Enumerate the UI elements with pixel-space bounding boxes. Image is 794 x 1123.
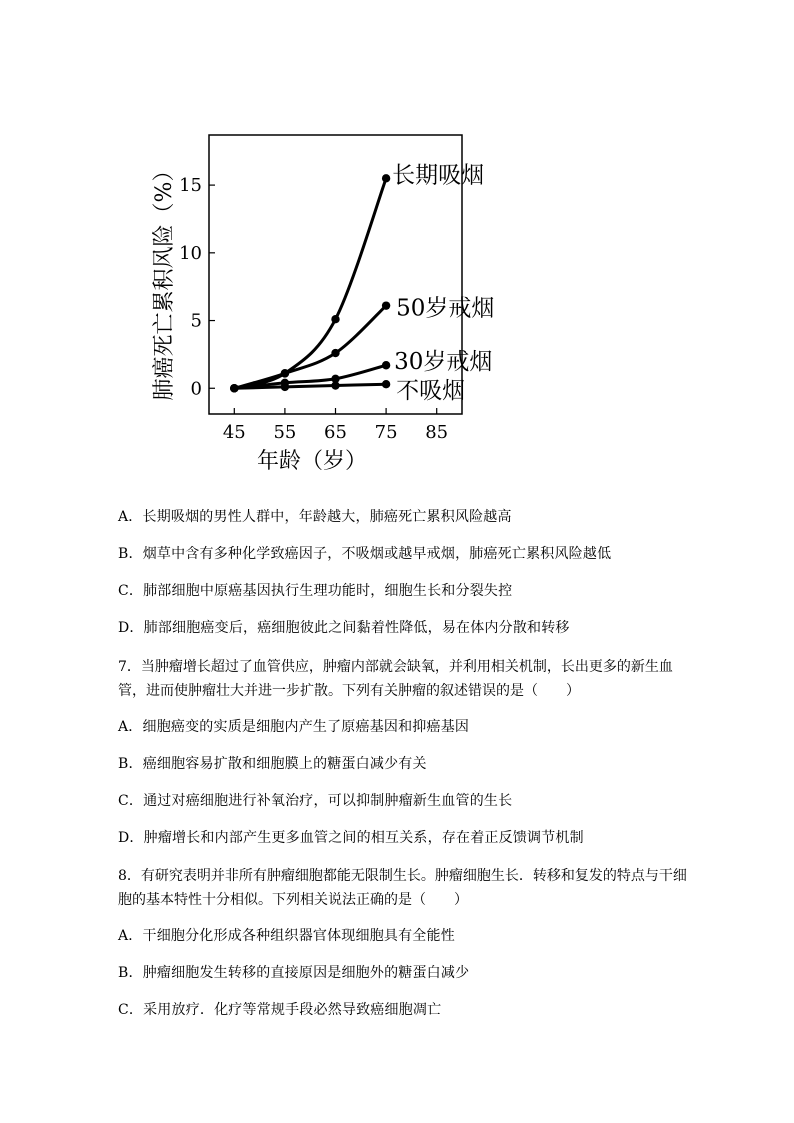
- x-tick-label: 75: [374, 422, 398, 443]
- x-tick-label: 85: [425, 422, 449, 443]
- data-point: [382, 301, 390, 309]
- x-tick-label: 55: [273, 422, 297, 443]
- q6-option-b: B．烟草中含有多种化学致癌因子，不吸烟或越早戒烟，肺癌死亡累积风险越低: [118, 546, 612, 562]
- series-line: [234, 178, 386, 388]
- q6-option-d: D．肺部细胞癌变后，癌细胞彼此之间黏着性降低，易在体内分散和转移: [118, 620, 570, 636]
- data-point: [281, 383, 289, 391]
- question-8: [118, 864, 688, 1022]
- y-axis-title: 肺癌死亡累积风险（%）: [152, 159, 177, 401]
- series-label: 长期吸烟: [392, 162, 485, 189]
- series-label: 不吸烟: [396, 378, 466, 405]
- series-label: 50岁戒烟: [396, 295, 495, 322]
- q8-stem: 8．有研究表明并非所有肿瘤细胞都能无限制生长。肿瘤细胞生长．转移和复发的特点与干细胞的基本特性十分相似。下列相关说法正确的是（ ）: [118, 868, 687, 908]
- data-point: [281, 369, 289, 377]
- q7-option-b: B．癌细胞容易扩散和细胞膜上的糖蛋白减少有关: [118, 756, 427, 772]
- y-tick-label: 5: [190, 310, 202, 332]
- series-line: [234, 306, 386, 389]
- data-point: [230, 384, 238, 392]
- q7-stem: 7．当肿瘤增长超过了血管供应，肿瘤内部就会缺氧，并利用相关机制，长出更多的新生血管，进而使肿瘤壮大并进一步扩散。下列有关肿瘤的叙述错误的是（ ）: [118, 659, 673, 699]
- data-point: [331, 315, 339, 323]
- y-tick-label: 10: [179, 242, 202, 264]
- q8-option-c: C．采用放疗．化疗等常规手段必然导致癌细胞凋亡: [118, 1002, 442, 1018]
- q8-option-a: A．干细胞分化形成各种组织器官体现细胞具有全能性: [118, 928, 455, 944]
- question-6-options: [118, 505, 688, 640]
- data-point: [382, 174, 390, 182]
- q8-option-b: B．肿瘤细胞发生转移的直接原因是细胞外的糖蛋白减少: [118, 965, 470, 981]
- x-tick-label: 45: [222, 422, 246, 443]
- series-label: 30岁戒烟: [394, 349, 493, 376]
- y-tick-label: 15: [179, 175, 202, 197]
- q7-option-c: C．通过对癌细胞进行补氧治疗，可以抑制肿瘤新生血管的生长: [118, 793, 513, 809]
- y-tick-label: 0: [190, 378, 202, 400]
- lung-cancer-risk-chart: [0, 0, 794, 480]
- q6-option-a: A．长期吸烟的男性人群中，年龄越大，肺癌死亡累积风险越高: [118, 509, 512, 525]
- data-point: [382, 361, 390, 369]
- x-tick-label: 65: [324, 422, 347, 443]
- q7-option-a: A．细胞癌变的实质是细胞内产生了原癌基因和抑癌基因: [118, 719, 470, 735]
- data-point: [331, 381, 339, 389]
- q7-option-d: D．肿瘤增长和内部产生更多血管之间的相互关系，存在着正反馈调节机制: [118, 830, 584, 846]
- data-point: [331, 349, 339, 357]
- question-7: [118, 655, 688, 850]
- data-point: [382, 380, 390, 388]
- q6-option-c: C．肺部细胞中原癌基因执行生理功能时，细胞生长和分裂失控: [118, 583, 513, 599]
- x-axis-title: 年龄（岁）: [256, 449, 368, 474]
